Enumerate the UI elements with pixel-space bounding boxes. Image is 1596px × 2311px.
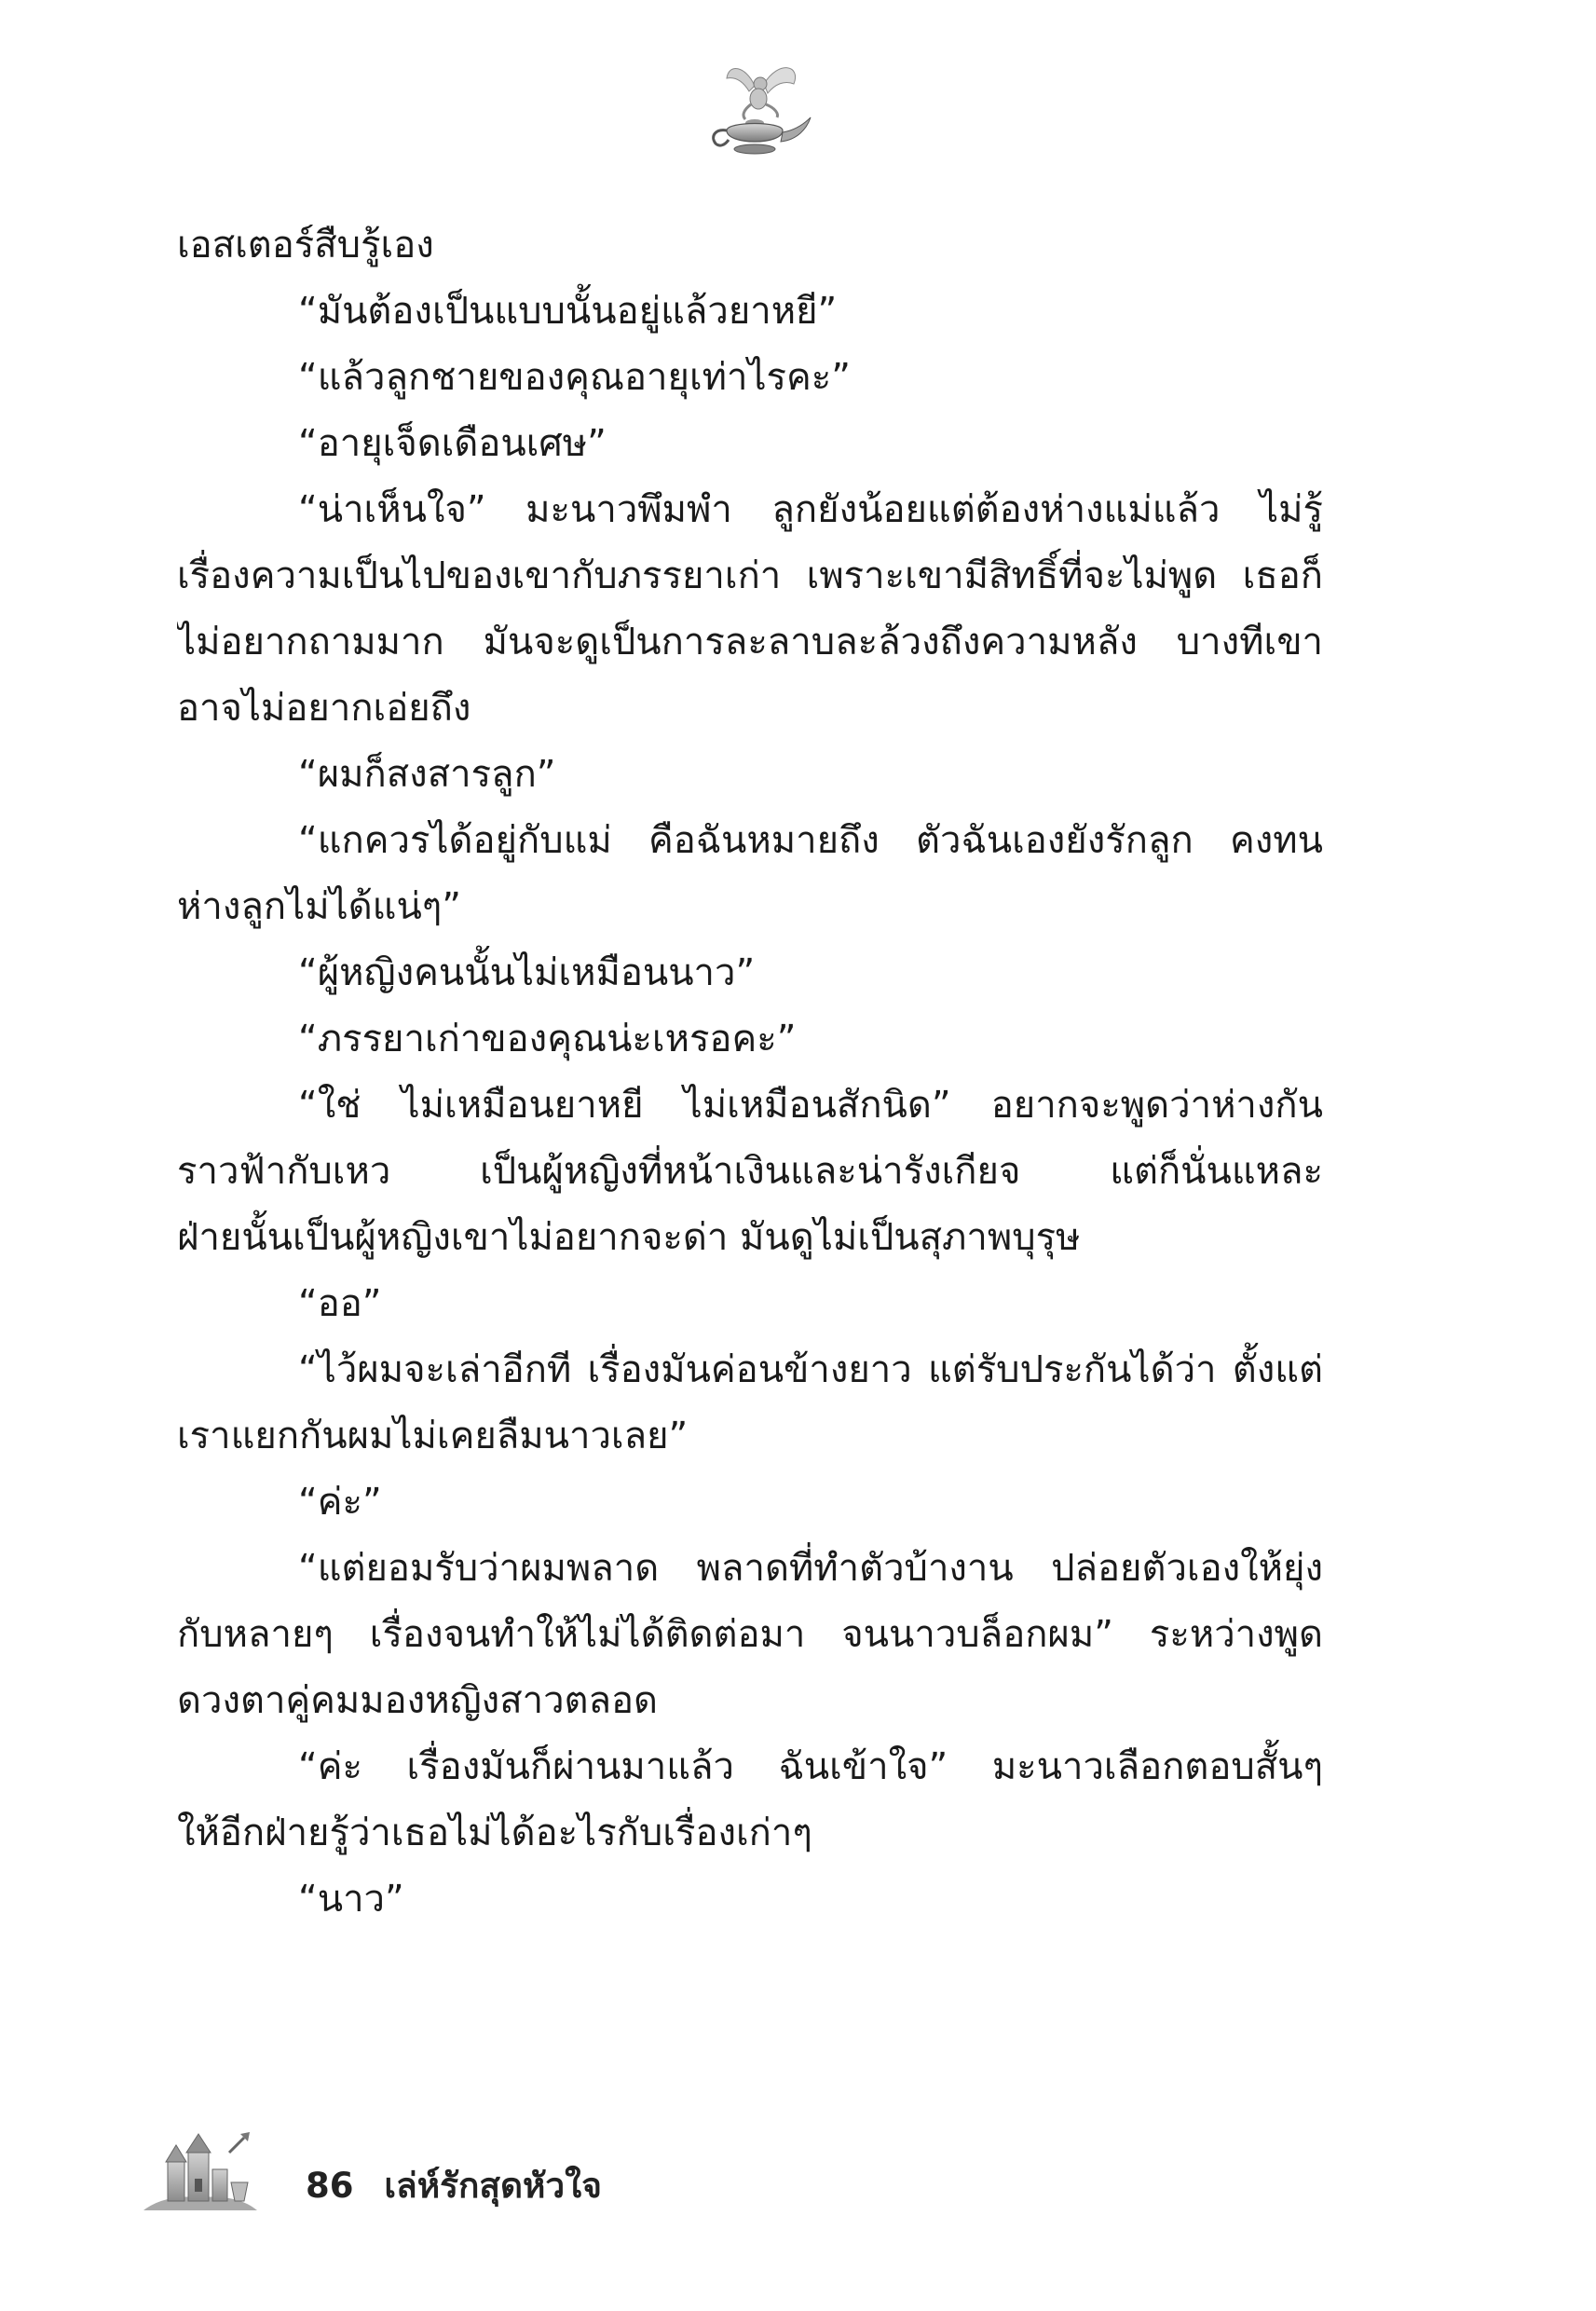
text-line: ให้อีกฝ่ายรู้ว่าเธอไม่ได้อะไรกับเรื่องเก่าๆ [177,1812,812,1854]
text-line: “ผู้หญิงคนนั้นไม่เหมือนนาว” [298,951,756,994]
text-line: “มันต้องเป็นแบบนั้นอยู่แล้วยาหยี” [298,290,838,333]
text-line: “ค่ะ เรื่องมันก็ผ่านมาแล้ว ฉันเข้าใจ” มะนาวเลือกตอบสั้นๆ [298,1745,1323,1788]
text-line: “น่าเห็นใจ” มะนาวพึมพำ ลูกยังน้อยแต่ต้องห่างแม่แล้ว ไม่รู้ [298,488,1323,531]
text-line: “ค่ะ” [298,1481,382,1524]
text-line: ห่างลูกไม่ได้แน่ๆ” [177,885,461,928]
text-line: “แล้วลูกชายของคุณอายุเท่าไรคะ” [298,356,852,399]
text-line: เอสเตอร์สืบรู้เอง [177,224,434,267]
text-line: เรื่องความเป็นไปของเขากับภรรยาเก่า เพราะเขามีสิทธิ์ที่จะไม่พูด เธอก็ [177,554,1323,597]
text-line: ไม่อยากถามมาก มันจะดูเป็นการละลาบละล้วงถึงความหลัง บางทีเขา [177,621,1323,663]
text-line: “แต่ยอมรับว่าผมพลาด พลาดที่ทำตัวบ้างาน ปล่อยตัวเองให้ยุ่ง [298,1547,1323,1590]
text-line: กับหลายๆ เรื่องจนทำให้ไม่ได้ติดต่อมา จนนาวบล็อกผม” ระหว่างพูด [177,1613,1323,1656]
cupid-magic-lamp-icon [689,56,820,168]
text-line: เราแยกกันผมไม่เคยลืมนาวเลย” [177,1415,689,1457]
text-line: ดวงตาคู่คมมองหญิงสาวตลอด [177,1679,659,1722]
text-line: “นาว” [298,1878,404,1921]
page-footer [140,2125,792,2227]
text-line: “แกควรได้อยู่กับแม่ คือฉันหมายถึง ตัวฉันเองยังรักลูก คงทน [298,819,1323,862]
text-line: “ออ” [298,1282,382,1325]
text-line: “ไว้ผมจะเล่าอีกที เรื่องมันค่อนข้างยาว แต่รับประกันได้ว่า ตั้งแต่ [298,1348,1323,1391]
text-line: “ภรรยาเก่าของคุณน่ะเหรอคะ” [298,1018,797,1060]
text-line: “ผมก็สงสารลูก” [298,753,556,796]
text-line: ฝ่ายนั้นเป็นผู้หญิงเขาไม่อยากจะด่า มันดูไม่เป็นสุภาพบุรุษ [177,1216,1081,1259]
footer-text [306,2158,602,2213]
text-line: “อายุเจ็ดเดือนเศษ” [298,422,607,465]
text-line: ราวฟ้ากับเหว เป็นผู้หญิงที่หน้าเงินและน่ารังเกียจ แต่ก็นั่นแหละ [177,1150,1323,1193]
sandcastle-icon [140,2125,261,2218]
book-title: เล่ห์รักสุดหัวใจ [384,2166,602,2206]
text-line: อาจไม่อยากเอ่ยถึง [177,687,471,730]
text-line: “ใช่ ไม่เหมือนยาหยี ไม่เหมือนสักนิด” อยากจะพูดว่าห่างกัน [298,1084,1323,1127]
body-text [177,212,1323,1933]
page-number: 86 [306,2166,354,2206]
